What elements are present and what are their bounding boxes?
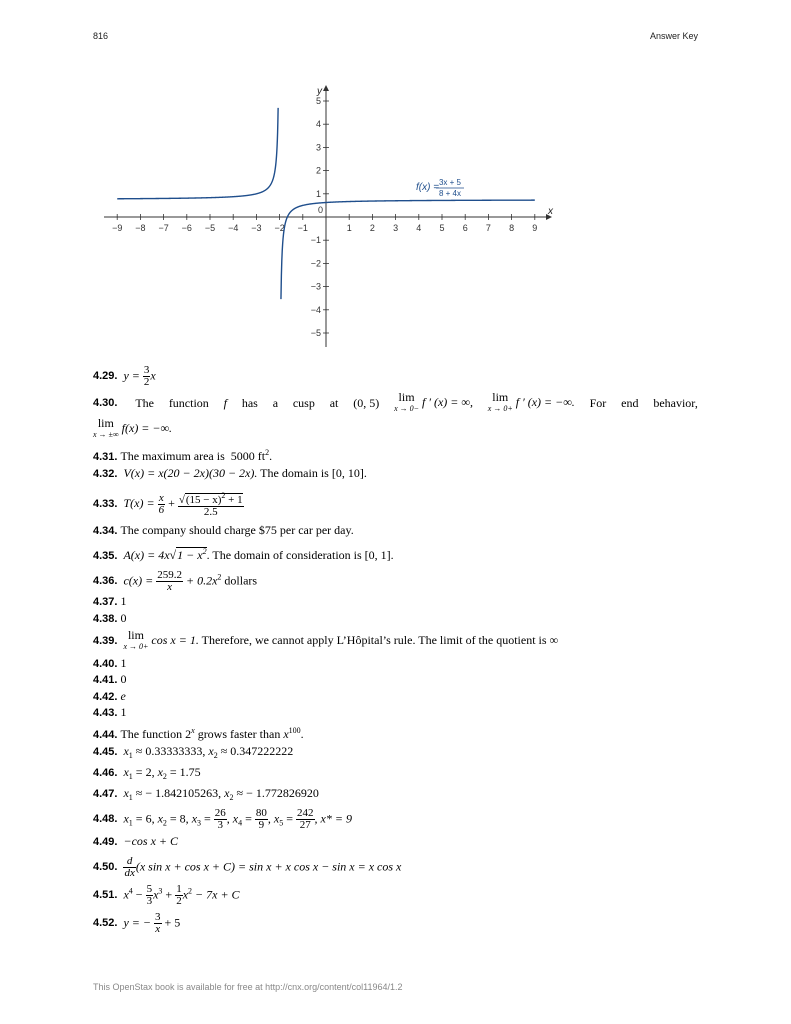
answer-4-37 bbox=[93, 594, 698, 609]
answer-number: 4.36. bbox=[93, 575, 118, 588]
y-tick-label: −5 bbox=[310, 328, 321, 338]
y-tick-label: −3 bbox=[310, 281, 321, 292]
answer-number: 4.52. bbox=[93, 917, 118, 930]
math-expr: V(x) = x(20 − 2x)(30 − 2x). bbox=[123, 466, 258, 480]
domain: [0, 1]. bbox=[364, 548, 394, 562]
x-tick-label: 4 bbox=[416, 223, 422, 233]
fraction-sqrt: $\frac{√(15 - x)^2 + 1}{2.5}$ bbox=[178, 491, 243, 518]
answer-number: 4.34. bbox=[93, 525, 118, 537]
lim-expr: f(x) = −∞. bbox=[121, 420, 173, 435]
answer-text: The company should charge bbox=[120, 523, 256, 537]
answer-4-31 bbox=[93, 446, 698, 464]
answer-text: The domain is bbox=[260, 466, 329, 480]
x-tick-label: 2 bbox=[369, 223, 375, 233]
answer-4-46 bbox=[93, 765, 698, 784]
value: ≈ − 1.842105263, bbox=[132, 786, 225, 800]
footer-note: This OpenStax book is available for free at http://cnx.org/content/col11964/1.2 bbox=[93, 982, 403, 992]
word: end bbox=[621, 396, 639, 410]
value: = 2, bbox=[132, 765, 158, 779]
answer-number: 4.31. bbox=[93, 451, 118, 463]
base: 2 bbox=[185, 727, 192, 741]
limit bbox=[123, 630, 148, 652]
subscript: 1 bbox=[128, 793, 133, 802]
x-tick-label: −8 bbox=[135, 223, 146, 233]
answer-text: Therefore, we cannot apply L’Hôpital’s rule. The limit of the quotient is bbox=[201, 632, 547, 647]
answer-value: 0 bbox=[120, 672, 127, 686]
value: ≈ 0.347222222 bbox=[217, 744, 294, 758]
y-tick-label: 4 bbox=[315, 119, 321, 130]
subscript: 2 bbox=[229, 793, 234, 802]
subscript: 2 bbox=[162, 818, 167, 828]
x-tick-label: −3 bbox=[251, 223, 262, 233]
subscript: 3 bbox=[197, 818, 202, 828]
answer-number: 4.47. bbox=[93, 788, 118, 800]
answer-number: 4.51. bbox=[93, 889, 118, 902]
math-expr: c(x) = bbox=[123, 573, 154, 588]
word: For bbox=[589, 396, 607, 410]
answer-number: 4.45. bbox=[93, 746, 118, 758]
fraction bbox=[154, 912, 162, 935]
answer-text: grows faster than bbox=[197, 727, 281, 741]
value: = 8, bbox=[166, 811, 192, 826]
x-tick-label: 7 bbox=[485, 223, 491, 233]
x-tick-label: 3 bbox=[393, 223, 399, 233]
y-tick-label: 5 bbox=[315, 96, 321, 106]
var: x bbox=[208, 744, 214, 758]
answer-4-30-cont bbox=[93, 418, 698, 440]
answer-value: 1 bbox=[120, 594, 127, 608]
function-symbol: f bbox=[223, 396, 227, 410]
answer-value: 1 bbox=[120, 656, 127, 670]
subscript: 4 bbox=[238, 818, 243, 828]
fraction bbox=[296, 808, 315, 831]
subscript: 2 bbox=[213, 751, 218, 760]
answer-4-33 bbox=[93, 490, 698, 518]
lim-sub: x → ±∞ bbox=[93, 430, 119, 439]
price: $75 bbox=[258, 523, 277, 537]
var: x bbox=[123, 811, 129, 826]
answer-4-34 bbox=[93, 523, 698, 538]
answer-4-44 bbox=[93, 724, 698, 742]
answer-text: The domain of consideration is bbox=[212, 548, 362, 562]
numerator: 80 bbox=[255, 807, 267, 819]
answer-number: 4.50. bbox=[93, 861, 118, 874]
var: x bbox=[191, 811, 198, 826]
exponent: x bbox=[191, 726, 195, 735]
var: x bbox=[157, 811, 163, 826]
x-tick-label: −4 bbox=[228, 223, 239, 233]
x-tick-label: 9 bbox=[532, 223, 538, 233]
origin-label: 0 bbox=[318, 205, 324, 215]
answer-4-36 bbox=[93, 570, 698, 593]
fraction bbox=[156, 570, 183, 593]
exponent: 3 bbox=[158, 886, 163, 896]
derivative-fraction bbox=[123, 856, 135, 879]
answer-number: 4.42. bbox=[93, 691, 118, 703]
word: cusp bbox=[292, 396, 315, 410]
plus: + bbox=[168, 495, 175, 510]
function-graph bbox=[100, 85, 560, 355]
answer-number: 4.29. bbox=[93, 370, 118, 383]
value: ≈ − 1.772826920 bbox=[233, 786, 319, 800]
fraction bbox=[146, 884, 154, 907]
word: at bbox=[329, 396, 339, 410]
answer-number: 4.48. bbox=[93, 813, 118, 826]
answer-number: 4.35. bbox=[93, 550, 118, 562]
subscript: 1 bbox=[128, 751, 133, 760]
answer-4-38 bbox=[93, 611, 698, 626]
math-tail: + 5 bbox=[164, 915, 181, 930]
lim-expr: f ′ (x) = ∞, bbox=[422, 394, 473, 409]
numerator: 5 bbox=[146, 883, 153, 895]
denominator: 2 bbox=[176, 895, 182, 907]
y-tick-label: 2 bbox=[315, 165, 321, 176]
x-tick-label: 8 bbox=[509, 223, 515, 233]
denominator: x bbox=[167, 581, 173, 593]
answer-4-32 bbox=[93, 466, 698, 481]
answer-4-30 bbox=[93, 392, 698, 414]
answer-4-41 bbox=[93, 672, 698, 687]
math-expr: (x sin x + cos x + C) = sin x + x cos x − sin x = x cos x bbox=[135, 859, 402, 874]
y-tick-label: 1 bbox=[315, 188, 321, 199]
answer-4-48 bbox=[93, 808, 698, 831]
fraction bbox=[255, 808, 268, 831]
x-tick-label: −2 bbox=[274, 223, 285, 233]
math-var: x bbox=[150, 368, 156, 383]
answer-number: 4.41. bbox=[93, 674, 118, 686]
answer-value: ∞ bbox=[549, 632, 559, 647]
lim-sub: x → 0+ bbox=[123, 642, 149, 651]
numerator: 3 bbox=[155, 911, 161, 923]
punct: . bbox=[300, 727, 304, 741]
function-denominator: 8 + 4x bbox=[438, 189, 462, 198]
lim-sub: x → 0+ bbox=[487, 404, 513, 413]
op: + bbox=[162, 887, 173, 902]
op: − bbox=[132, 887, 143, 902]
y-tick-label: −1 bbox=[310, 235, 321, 246]
limit-left bbox=[394, 392, 473, 414]
answer-number: 4.46. bbox=[93, 767, 118, 779]
denominator: 3 bbox=[146, 895, 153, 907]
answer-4-42 bbox=[93, 689, 698, 704]
math-expr: T(x) = bbox=[123, 495, 155, 510]
answer-4-45 bbox=[93, 744, 698, 763]
punct: . bbox=[269, 449, 273, 463]
numerator: 242 bbox=[297, 807, 314, 819]
section-title: Answer Key bbox=[649, 31, 698, 41]
x-tick-label: −7 bbox=[158, 223, 169, 233]
denominator: 2.5 bbox=[203, 506, 218, 518]
answer-4-29 bbox=[93, 365, 698, 388]
x-tick-label: 1 bbox=[346, 223, 352, 233]
domain: [0, 10]. bbox=[331, 466, 367, 480]
value: , x* = 9 bbox=[314, 811, 352, 826]
y-axis-label: y bbox=[317, 86, 322, 97]
exponent: 2 bbox=[221, 491, 226, 500]
numerator: 3 bbox=[143, 364, 150, 376]
exponent: 100 bbox=[288, 726, 301, 735]
fraction bbox=[214, 808, 227, 831]
answer-number: 4.30. bbox=[93, 397, 118, 409]
answer-4-51 bbox=[93, 884, 698, 907]
numerator: d bbox=[123, 856, 135, 868]
word: The bbox=[135, 396, 154, 410]
y-tick-label: 3 bbox=[315, 142, 321, 153]
answer-number: 4.33. bbox=[93, 497, 118, 510]
x-tick-label: −5 bbox=[204, 223, 216, 233]
exponent: 2 bbox=[265, 448, 270, 457]
answer-number: 4.40. bbox=[93, 658, 118, 670]
answer-4-49 bbox=[93, 834, 698, 849]
lim-expr: cos x = 1. bbox=[151, 632, 199, 647]
y-tick-label: −4 bbox=[310, 304, 321, 315]
curve-left-branch bbox=[117, 108, 278, 199]
fraction bbox=[158, 493, 166, 516]
denominator: 2 bbox=[143, 376, 150, 388]
denominator: x bbox=[155, 923, 161, 935]
denominator: 3 bbox=[217, 819, 224, 831]
radicand bbox=[176, 547, 206, 562]
answer-4-43 bbox=[93, 705, 698, 720]
limit-infinity bbox=[93, 418, 119, 440]
numerator: x bbox=[158, 491, 164, 504]
y-tick-label: −2 bbox=[310, 258, 321, 269]
answer-value: e bbox=[120, 689, 126, 703]
answer-value: 0 bbox=[120, 611, 127, 625]
lim-expr: f ′ (x) = −∞. bbox=[515, 394, 575, 409]
math-tail: + 0.2x bbox=[185, 573, 218, 588]
var: x bbox=[224, 786, 230, 800]
page-number: 816 bbox=[93, 31, 109, 41]
word: has bbox=[241, 396, 258, 410]
punct: . bbox=[206, 548, 210, 562]
x-axis-label: x bbox=[548, 206, 553, 217]
math-expr: A(x) = 4x bbox=[123, 548, 170, 562]
value: = bbox=[283, 811, 294, 826]
answer-number: 4.49. bbox=[93, 836, 118, 848]
math-tail: − 7x + C bbox=[192, 887, 240, 902]
lim-word: lim bbox=[127, 628, 144, 642]
fraction bbox=[175, 884, 183, 907]
var: x bbox=[182, 887, 189, 902]
var: x bbox=[153, 887, 159, 902]
sep: , bbox=[226, 811, 233, 826]
answer-text: dollars bbox=[224, 573, 258, 588]
exponent: 2 bbox=[188, 886, 193, 896]
x-tick-label: −9 bbox=[112, 223, 123, 233]
var: x bbox=[273, 811, 280, 826]
exponent: 4 bbox=[128, 886, 133, 896]
var: x bbox=[123, 887, 129, 902]
word: function bbox=[168, 396, 209, 410]
answer-text: The maximum area is bbox=[120, 449, 225, 463]
answer-4-52 bbox=[93, 912, 698, 935]
radicand-text: 1 − x bbox=[177, 548, 203, 562]
answer-value: 1 bbox=[120, 705, 127, 719]
y-axis-arrow bbox=[323, 85, 329, 91]
numerator: 1 bbox=[176, 883, 182, 895]
word: behavior, bbox=[653, 396, 698, 410]
denominator: 27 bbox=[299, 819, 311, 831]
var: x bbox=[123, 744, 129, 758]
value: = 6, bbox=[132, 811, 158, 826]
answer-4-47 bbox=[93, 786, 698, 805]
base: x bbox=[283, 727, 289, 741]
value: = 1.75 bbox=[166, 765, 201, 779]
lim-sub: x → 0− bbox=[394, 404, 420, 413]
answer-4-50 bbox=[93, 856, 698, 879]
x-tick-label: 5 bbox=[439, 223, 445, 233]
exponent: 2 bbox=[217, 572, 222, 582]
math-expr: −cos x + C bbox=[123, 834, 178, 848]
numerator: 26 bbox=[214, 807, 226, 819]
var: x bbox=[157, 765, 163, 779]
var: x bbox=[123, 765, 129, 779]
lim-word: lim bbox=[398, 390, 415, 404]
subscript: 1 bbox=[128, 818, 133, 828]
math-expr: y = bbox=[123, 368, 140, 383]
exponent: 2 bbox=[202, 547, 207, 556]
value: = bbox=[242, 811, 252, 826]
answer-4-35: 4.35. $A(x) = 4x√1 - x^2$. The domain of consideration is [0, 1]. bbox=[93, 547, 394, 562]
x-tick-label: 6 bbox=[462, 223, 468, 233]
limit-right bbox=[488, 392, 575, 414]
radicand-tail: + 1 bbox=[225, 494, 243, 506]
answer-4-39 bbox=[93, 630, 698, 652]
denominator: 6 bbox=[158, 503, 165, 516]
value: ≈ 0.33333333, bbox=[132, 744, 209, 758]
math-expr: y = − bbox=[123, 915, 151, 930]
answer-text: per car per day. bbox=[279, 523, 354, 537]
x-tick-label: −1 bbox=[297, 223, 308, 233]
var: x bbox=[232, 811, 239, 826]
radicand: (15 − x) bbox=[185, 494, 222, 506]
answer-number: 4.39. bbox=[93, 634, 118, 647]
sep: , bbox=[267, 811, 274, 826]
subscript: 2 bbox=[162, 772, 167, 781]
denominator: dx bbox=[124, 867, 135, 879]
cusp-point: (0, 5) bbox=[353, 396, 380, 410]
var: x bbox=[123, 786, 129, 800]
answer-number: 4.38. bbox=[93, 613, 118, 625]
function-label: f(x) = bbox=[416, 182, 440, 193]
function-numerator: 3x + 5 bbox=[438, 178, 462, 187]
word: a bbox=[272, 396, 279, 410]
answer-number: 4.37. bbox=[93, 596, 118, 608]
answer-4-40 bbox=[93, 656, 698, 671]
answer-number: 4.43. bbox=[93, 707, 118, 719]
answer-text: The function bbox=[120, 727, 183, 741]
value: = bbox=[201, 811, 211, 826]
area-value: 5000 ft bbox=[230, 449, 266, 463]
subscript: 1 bbox=[128, 772, 133, 781]
lim-word: lim bbox=[97, 416, 114, 430]
denominator: 9 bbox=[258, 819, 265, 831]
subscript: 5 bbox=[279, 818, 284, 828]
answer-number: 4.32. bbox=[93, 468, 118, 480]
numerator: 259.2 bbox=[157, 569, 182, 581]
lim-word: lim bbox=[492, 390, 509, 404]
x-tick-label: −6 bbox=[181, 223, 192, 233]
answer-number: 4.44. bbox=[93, 729, 118, 741]
